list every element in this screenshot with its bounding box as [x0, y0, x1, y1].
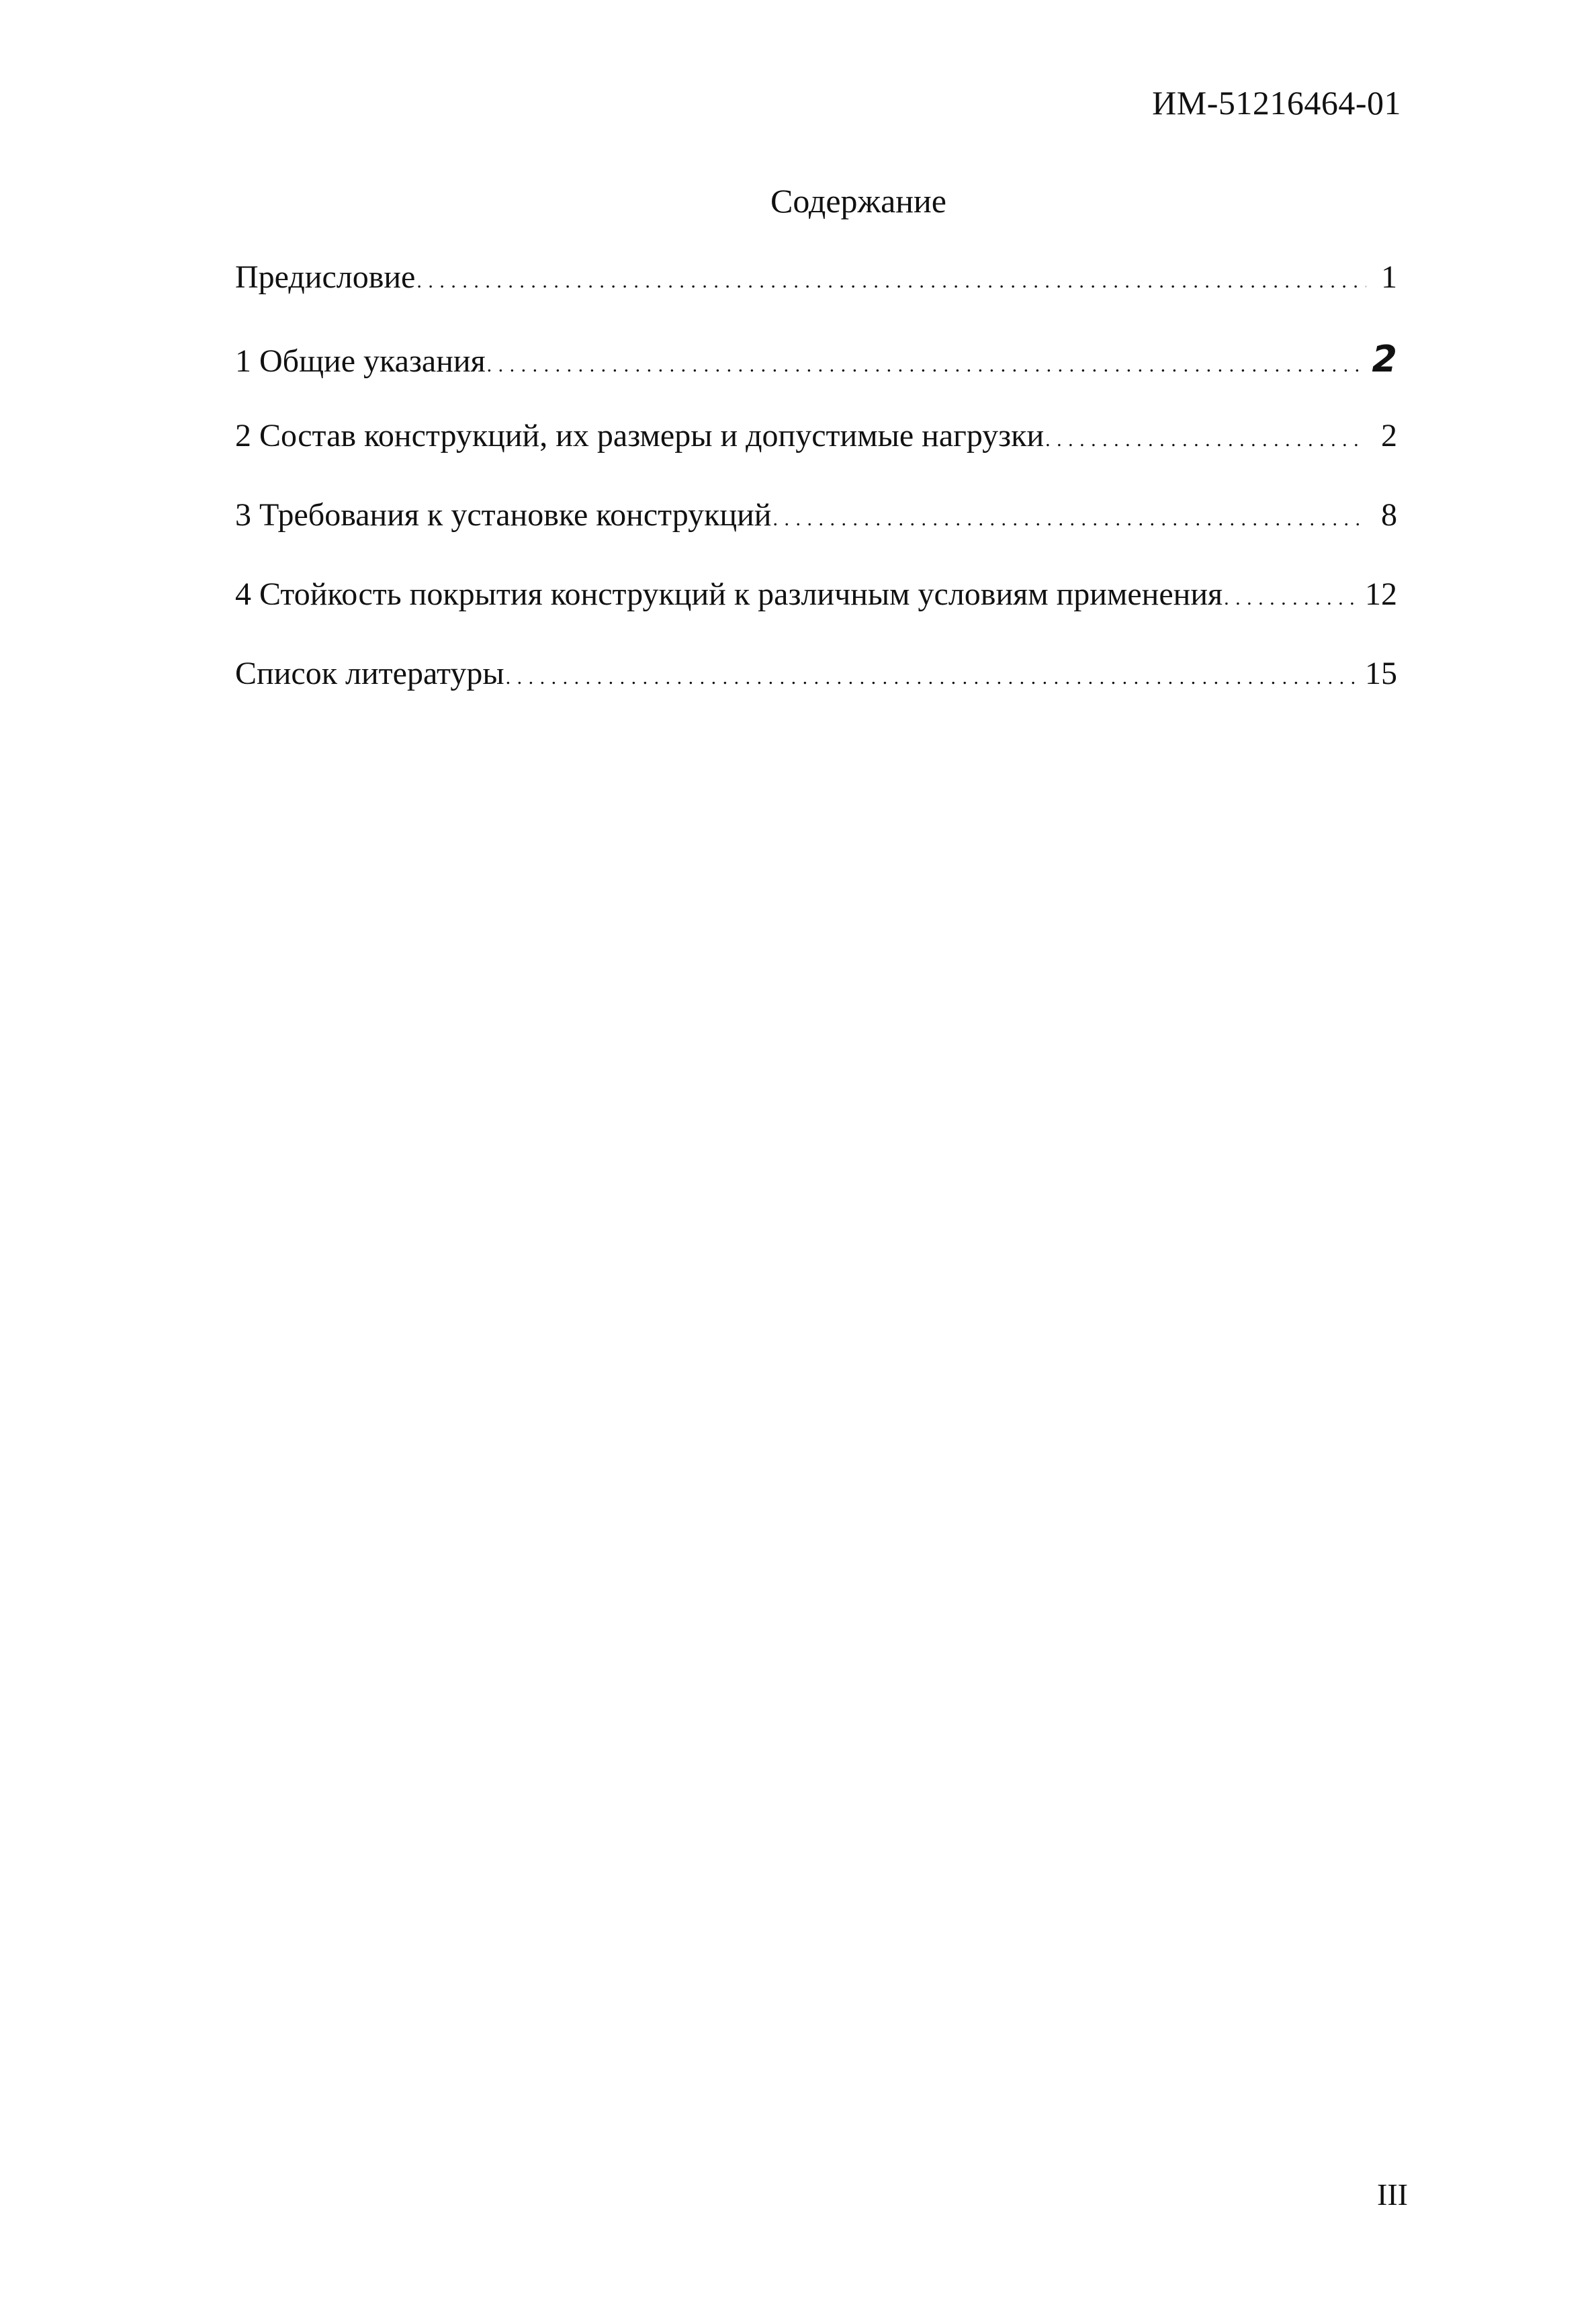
toc-item-preface	[235, 259, 1397, 299]
toc-leader-dots	[487, 343, 1366, 380]
document-code: ИМ-51216464-01	[1152, 84, 1401, 122]
toc-item-references	[235, 655, 1397, 695]
toc-item-coating-resistance	[235, 576, 1397, 616]
toc-item-installation-requirements	[235, 496, 1397, 537]
toc-leader-dots	[506, 655, 1361, 692]
toc-item-page: 8	[1381, 497, 1397, 533]
toc-item-page: 2	[1381, 418, 1397, 453]
toc-item-label: Список литературы	[235, 656, 504, 691]
toc-item-general-instructions	[235, 338, 1397, 378]
toc-leader-dots	[772, 496, 1366, 533]
toc-item-label: 1 Общие указания	[235, 343, 486, 379]
toc-item-label: Предисловие	[235, 259, 416, 295]
toc-item-label: 3 Требования к установке конструкций	[235, 497, 772, 533]
toc-item-construction-composition	[235, 417, 1397, 458]
toc-item-page: 12	[1365, 576, 1397, 612]
toc-item-page: 1	[1381, 259, 1397, 295]
toc-leader-dots	[1224, 576, 1361, 613]
toc-item-label: 2 Состав конструкций, их размеры и допустимые нагрузки	[235, 418, 1045, 453]
toc-leader-dots	[416, 259, 1366, 296]
table-of-contents	[235, 259, 1397, 734]
toc-item-page: 2	[1372, 338, 1397, 380]
toc-item-page: 15	[1365, 656, 1397, 691]
toc-leader-dots	[1045, 417, 1366, 454]
toc-title: Содержание	[770, 182, 946, 220]
page-number: III	[1377, 2177, 1408, 2212]
toc-item-label: 4 Стойкость покрытия конструкций к различным условиям применения	[235, 576, 1223, 612]
